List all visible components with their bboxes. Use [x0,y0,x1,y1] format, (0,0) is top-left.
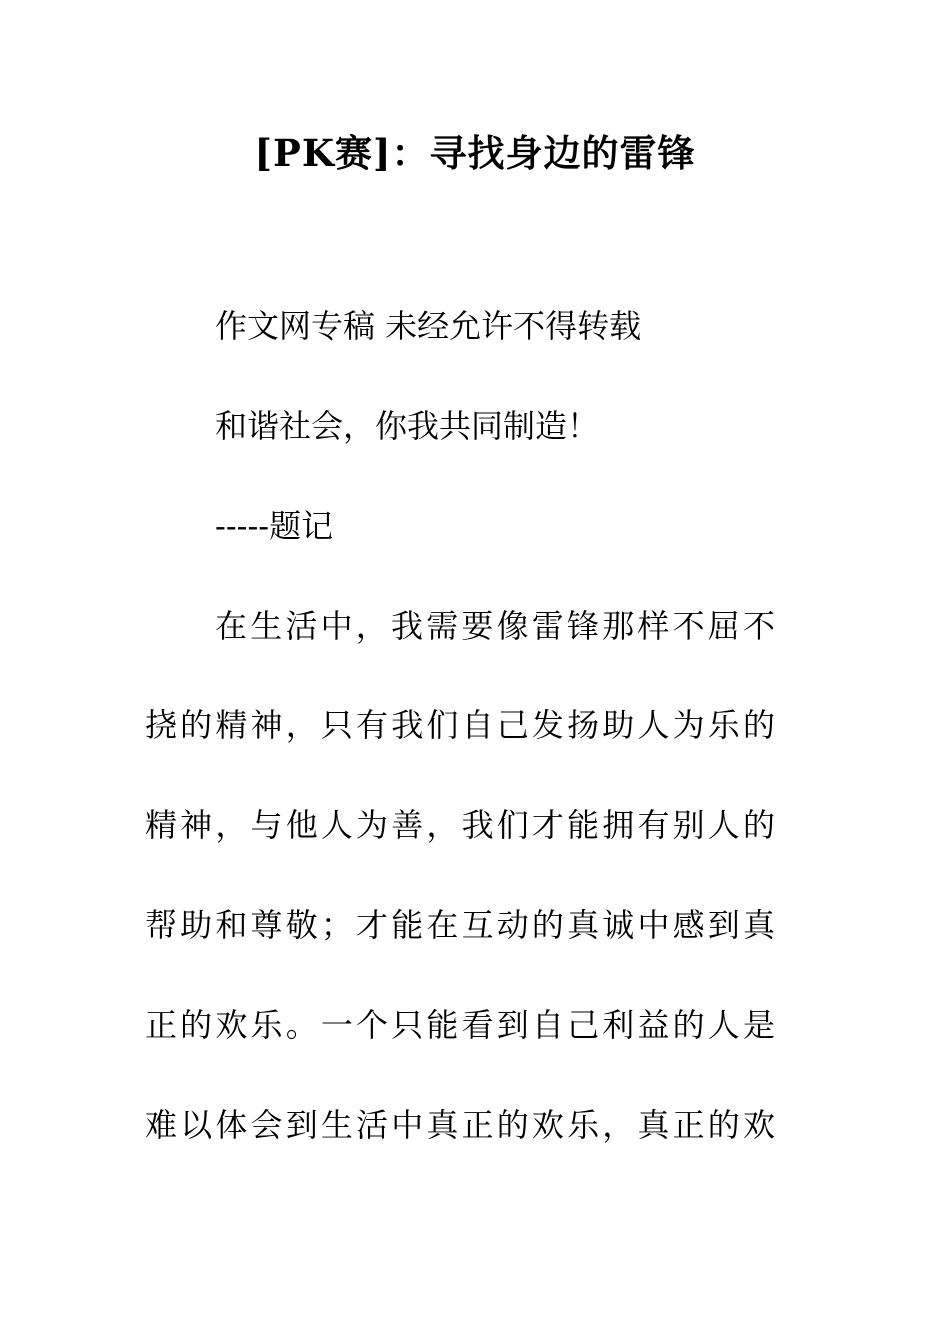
paragraph-line: 在生活中，我需要像雷锋那样不屈不 [215,607,775,645]
copyright-notice: 作文网专稿 未经允许不得转载 [215,307,642,345]
paragraph-line: 正的欢乐。一个只能看到自己利益的人是 [145,1006,775,1044]
paragraph-line: 帮助和尊敬；才能在互动的真诚中感到真 [145,906,775,944]
document-title: [PK赛]：寻找身边的雷锋 [254,131,696,175]
paragraph-line: 精神，与他人为善，我们才能拥有别人的 [145,806,775,844]
paragraph-line: 难以体会到生活中真正的欢乐，真正的欢 [145,1106,775,1144]
paragraph-line: 挠的精神，只有我们自己发扬助人为乐的 [145,706,775,744]
epigraph-mark: -----题记 [215,507,334,545]
motto-line: 和谐社会，你我共同制造！ [215,407,600,445]
